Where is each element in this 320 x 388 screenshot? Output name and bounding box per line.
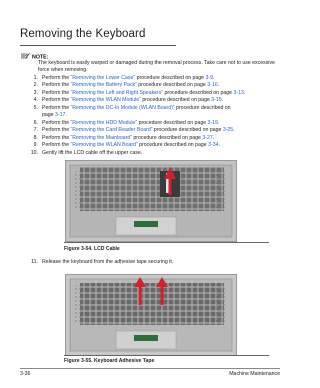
step-text: . (233, 127, 235, 134)
step-number: 9. (33, 142, 38, 149)
figure-rule (64, 242, 269, 243)
step-text: . (213, 75, 215, 81)
footer-divider (20, 368, 280, 369)
step-text: procedure described on page (136, 82, 208, 89)
step-text: Perform the (42, 127, 71, 134)
page-title: Removing the Keyboard (20, 28, 146, 40)
page-link[interactable]: 3-27 (202, 134, 213, 141)
step-link[interactable]: “Removing the HDD Module” (70, 119, 138, 126)
step-text: procedure described on page (131, 134, 203, 141)
page-link[interactable]: 3-15 (211, 97, 222, 104)
step-number: 5. (33, 104, 38, 111)
page-link[interactable]: 3-25 (222, 127, 234, 134)
step-text: . (212, 134, 215, 141)
step-text: Perform the (42, 134, 71, 141)
step-5-continued (28, 112, 278, 119)
step-text: procedure described on page (137, 119, 208, 126)
title-underline (20, 45, 176, 46)
step-text: . (217, 82, 220, 89)
keyboard-adhesive-tape-photo (65, 274, 237, 356)
step-number: 1. (33, 75, 38, 81)
step-1 (28, 75, 278, 82)
step-text: Perform the (42, 104, 71, 111)
step-text: procedure described on page (163, 89, 234, 96)
procedure-steps (28, 75, 278, 157)
step-text: Perform the (42, 89, 71, 96)
step-link[interactable]: “Removing the DC-In Module (WLAN Board)” (70, 104, 175, 111)
step-number: 4. (33, 97, 38, 104)
page-link[interactable]: 3-13 (233, 89, 244, 96)
page-link[interactable]: 3-17 (54, 112, 66, 119)
step-text: Release the keyboard from the adhesive tape securing it. (42, 259, 174, 265)
page-link[interactable]: 3-9 (205, 75, 214, 81)
note-label: NOTE: (32, 54, 49, 61)
note-pencil-icon (21, 53, 30, 61)
step-text: Perform the (42, 82, 71, 89)
step-text: procedure described on page (135, 75, 206, 81)
step-link[interactable]: “Removing the Card Reader Board” (70, 127, 153, 134)
step-number: 8. (33, 134, 38, 141)
page-link[interactable]: 3-34 (208, 142, 219, 149)
step-text: . (221, 97, 224, 104)
figure-caption: Figure 3-54. LCD Cable (64, 246, 120, 252)
step-text: . (243, 89, 246, 96)
page-number: 3-36 (20, 371, 31, 377)
step-number: 2. (33, 82, 38, 89)
step-text: procedure described on (174, 104, 231, 111)
chapter-title: Machine Maintenance (229, 371, 280, 377)
step-link[interactable]: “Removing the Left and Right Speakers” (70, 89, 164, 96)
step-text: Perform the (42, 97, 71, 104)
step-number: 3. (33, 89, 38, 96)
note-text: The keyboard is easily warped or damaged during the removal process. Take care not to use excessive force when removing. (38, 60, 275, 73)
step-number: 10. (30, 149, 38, 156)
lcd-cable-photo (65, 160, 237, 242)
step-text: procedure described on page (140, 97, 212, 104)
page-link[interactable]: 3-10 (207, 82, 218, 89)
step-text: page (42, 112, 55, 119)
step-text: . (65, 112, 67, 119)
step-text: . (218, 142, 220, 149)
figure-rule (64, 355, 269, 356)
step-7 (28, 127, 278, 134)
step-link[interactable]: “Removing the Lower Case” (70, 75, 136, 81)
step-text: Gently lift the LCD cable off the upper case. (42, 149, 143, 156)
step-6 (28, 120, 278, 127)
step-text: . (217, 119, 220, 126)
step-text: procedure described on page (152, 127, 223, 134)
step-11 (28, 259, 278, 266)
step-link[interactable]: “Removing the WLAN Board” (70, 142, 138, 149)
step-text: procedure described on page (137, 142, 209, 149)
figure-caption: Figure 3-55. Keyboard Adhesive Tape (64, 358, 155, 364)
step-text: Perform the (42, 75, 71, 81)
step-number: 7. (33, 127, 38, 134)
step-link[interactable]: “Removing the Mainboard” (70, 134, 132, 141)
step-text: Perform the (42, 119, 71, 126)
step-number: 11. (31, 259, 38, 265)
step-4 (28, 97, 278, 104)
step-2 (28, 82, 278, 89)
step-5 (28, 105, 278, 112)
step-text: Perform the (42, 142, 71, 149)
step-number: 6. (33, 119, 38, 126)
step-link[interactable]: “Removing the Battery Pack” (70, 82, 137, 89)
page-link[interactable]: 3-19 (207, 119, 218, 126)
step-10 (28, 150, 278, 157)
step-8 (28, 135, 278, 142)
step-number-spacer (28, 112, 38, 119)
step-link[interactable]: “Removing the WLAN Module” (70, 97, 141, 104)
step-9 (28, 142, 278, 149)
step-3 (28, 90, 278, 97)
